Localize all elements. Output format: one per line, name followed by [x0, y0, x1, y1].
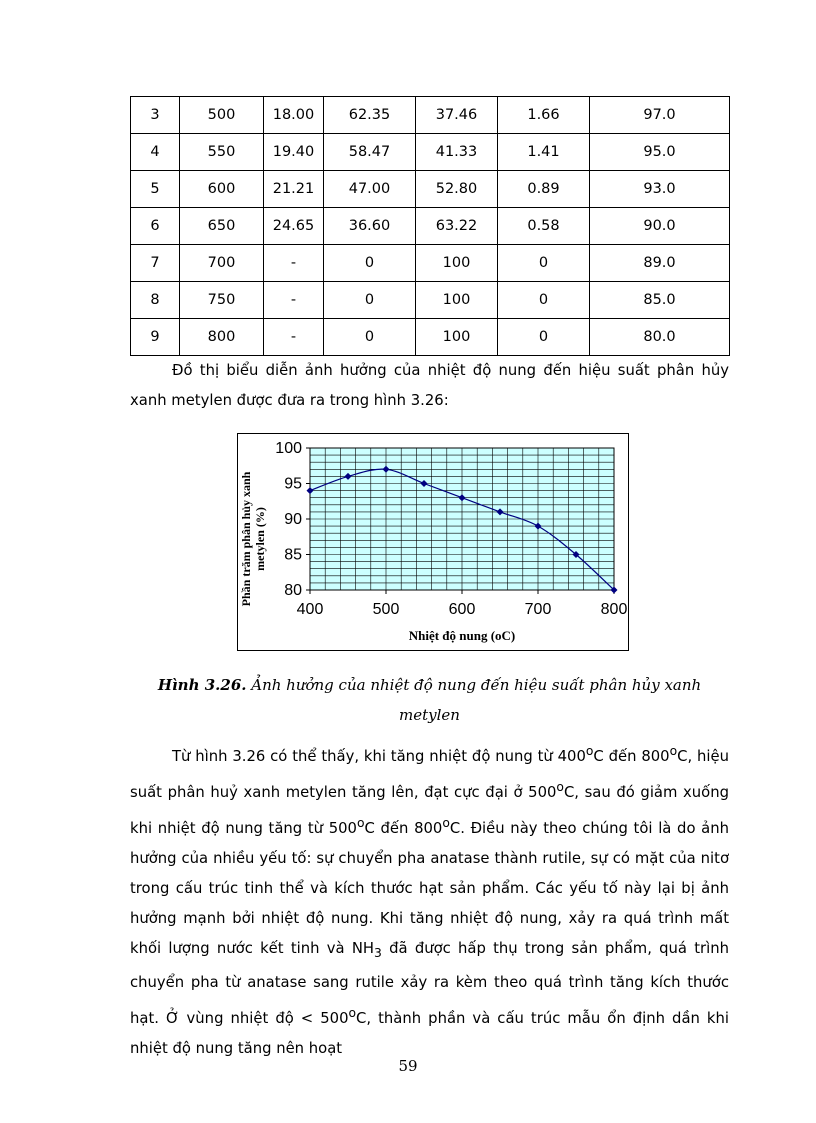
results-table: [130, 96, 730, 356]
table-cell: 100: [416, 282, 498, 319]
table-cell: 95.0: [590, 134, 730, 171]
table-cell: 0: [324, 319, 416, 356]
caption-label: Hình 3.26.: [157, 676, 247, 694]
x-axis-title: Nhiệt độ nung (oC): [408, 628, 516, 643]
table-row: [131, 208, 730, 245]
table-row: [131, 171, 730, 208]
table-cell: 41.33: [416, 134, 498, 171]
y-tick-label: 90: [284, 511, 302, 528]
y-axis-title: [239, 471, 267, 606]
table-cell: 37.46: [416, 97, 498, 134]
table-cell: 1.41: [498, 134, 590, 171]
y-tick-label: 85: [284, 546, 302, 564]
table-cell: 550: [180, 134, 264, 171]
page-number: 59: [398, 1057, 418, 1075]
table-cell: 100: [416, 319, 498, 356]
y-tick-label: 80: [284, 582, 302, 599]
table-cell: 18.00: [264, 97, 324, 134]
table-row: [131, 97, 730, 134]
table-row: [131, 134, 730, 171]
table-cell: 93.0: [590, 171, 730, 208]
table-row: [131, 319, 730, 356]
table-cell: 600: [180, 171, 264, 208]
table-cell: -: [264, 282, 324, 319]
table-row: [131, 282, 730, 319]
body-text: Từ hình 3.26 có thể thấy, khi tăng nhiệt độ nung từ 400$^o$C đến 800$^o$C, hiệu suất phân huỷ xanh metylen tăng lên, đạt cực đại ở 500$^o$C, sau đó giảm xuống khi nhiệt độ nung tăng từ 500$^o$C đến 800$^o$C. Điều này theo chúng tôi là do ảnh hưởng của nhiều yếu tố: sự chuyển pha anatase thành rutile, sự có mặt của nitơ trong cấu trúc tinh thể và kích thước hạt sản phẩm. Các yếu tố này lại bị ảnh hưởng mạnh bởi nhiệt độ nung. Khi tăng nhiệt độ nung, xảy ra quá trình mất khối lượng nước kết tinh và $NH_3$ đã được hấp thụ trong sản phẩm, quá trình chuyển pha từ anatase sang rutile xảy ra kèm theo quá trình tăng kích thước hạt. Ở vùng nhiệt độ < $500^oC$, thành phần và cấu trúc mẫu ổn định dần khi nhiệt độ nung tăng nên hoạt: [130, 744, 730, 1057]
intro-paragraph: [130, 356, 729, 416]
table-cell: 0: [324, 245, 416, 282]
table-cell: 8: [131, 282, 180, 319]
table-cell: 1.66: [498, 97, 590, 134]
table-cell: 650: [180, 208, 264, 245]
table-cell: 0.89: [498, 171, 590, 208]
table-cell: 90.0: [590, 208, 730, 245]
x-tick-label: 800: [600, 601, 628, 618]
y-axis-title-line: Phần trăm phân hủy xanh: [239, 471, 253, 607]
table-cell: 3: [131, 97, 180, 134]
table-cell: 800: [180, 319, 264, 356]
y-tick-label: 95: [284, 475, 302, 493]
y-axis-title-line: metylen (%): [253, 507, 267, 571]
table-cell: 58.47: [324, 134, 416, 171]
table-cell: 21.21: [264, 171, 324, 208]
table-cell: 4: [131, 134, 180, 171]
table-cell: 0: [498, 319, 590, 356]
x-tick-label: 600: [448, 601, 476, 618]
table-cell: 0.58: [498, 208, 590, 245]
results-table-body: [131, 97, 730, 356]
x-tick-label: 500: [372, 601, 400, 618]
y-tick-label: 100: [275, 440, 302, 457]
table-cell: 36.60: [324, 208, 416, 245]
table-cell: 9: [131, 319, 180, 356]
table-cell: 89.0: [590, 245, 730, 282]
table-cell: 7: [131, 245, 180, 282]
table-cell: 0: [498, 245, 590, 282]
table-cell: 47.00: [324, 171, 416, 208]
table-cell: 19.40: [264, 134, 324, 171]
chart-svg: [238, 434, 628, 650]
table-cell: 97.0: [590, 97, 730, 134]
table-cell: 0: [324, 282, 416, 319]
table-cell: 6: [131, 208, 180, 245]
table-cell: -: [264, 319, 324, 356]
table-cell: -: [264, 245, 324, 282]
x-tick-label: 700: [524, 601, 552, 618]
table-cell: 700: [180, 245, 264, 282]
intro-text: Đồ thị biểu diễn ảnh hưởng của nhiệt độ nung đến hiệu suất phân hủy xanh metylen được đưa ra trong hình 3.26:: [130, 362, 729, 409]
table-cell: 52.80: [416, 171, 498, 208]
table-row: [131, 245, 730, 282]
table-cell: 750: [180, 282, 264, 319]
table-cell: 63.22: [416, 208, 498, 245]
table-cell: 100: [416, 245, 498, 282]
table-cell: 500: [180, 97, 264, 134]
table-cell: 0: [498, 282, 590, 319]
table-cell: 62.35: [324, 97, 416, 134]
table-cell: 85.0: [590, 282, 730, 319]
caption-text: Ảnh hưởng của nhiệt độ nung đến hiệu suất phân hủy xanh metylen: [246, 676, 702, 724]
table-cell: 5: [131, 171, 180, 208]
x-tick-label: 400: [296, 601, 324, 618]
figure-3-26-chart: [237, 433, 629, 651]
body-paragraph: [130, 736, 729, 1064]
table-cell: 80.0: [590, 319, 730, 356]
table-cell: 24.65: [264, 208, 324, 245]
figure-caption: [130, 670, 729, 730]
